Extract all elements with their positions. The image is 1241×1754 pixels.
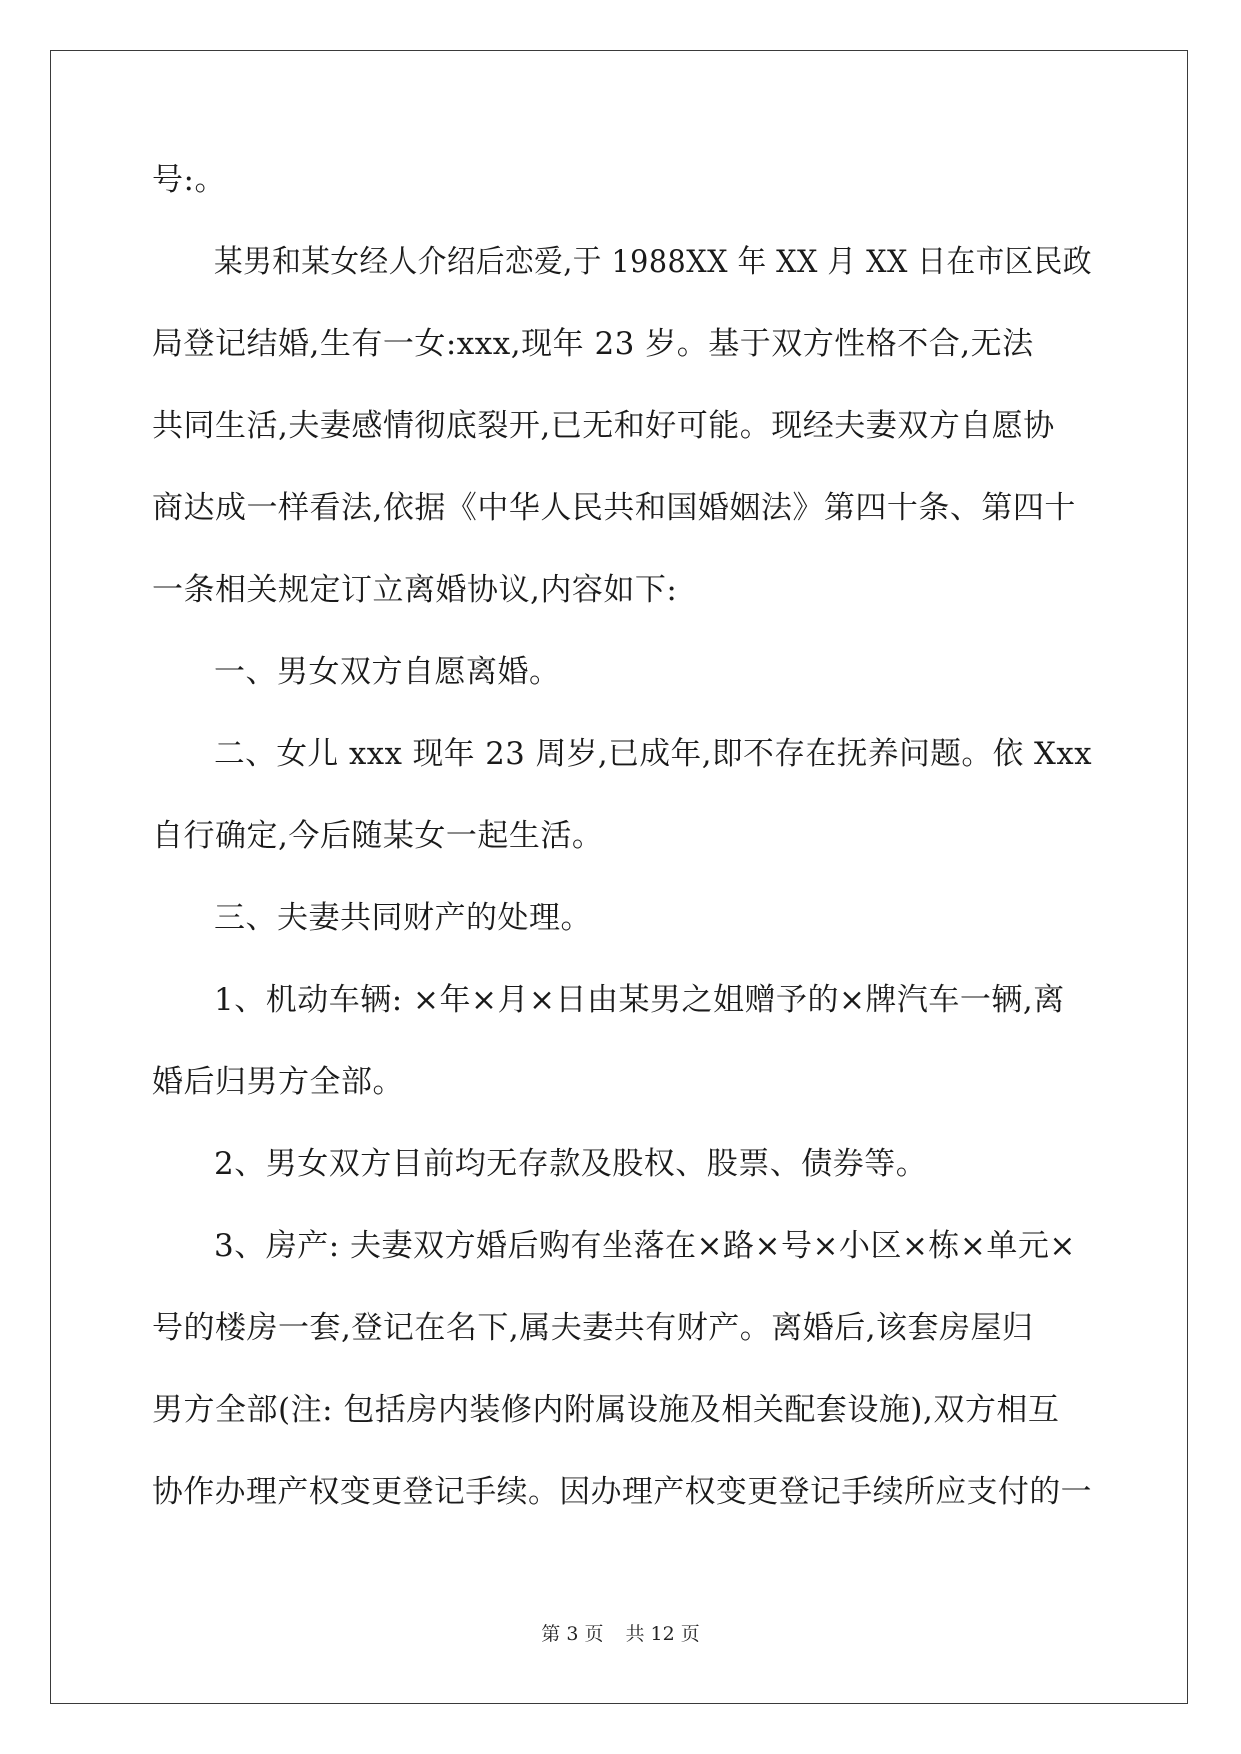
text-line: 三、夫妻共同财产的处理。 <box>214 900 592 936</box>
text-line: 自行确定,今后随某女一起生活。 <box>152 818 604 854</box>
page-footer <box>0 1622 1241 1646</box>
page-total: 共 12 页 <box>625 1623 700 1645</box>
text-line: 局登记结婚,生有一女:xxx,现年 23 岁。基于双方性格不合,无法 <box>152 326 1034 362</box>
text-line: 某男和某女经人介绍后恋爱,于 1988XX 年 XX 月 XX 日在市区民政 <box>214 244 1092 280</box>
text-line: 商达成一样看法,依据《中华人民共和国婚姻法》第四十条、第四十 <box>152 490 1076 526</box>
text-line: 二、女儿 xxx 现年 23 周岁,已成年,即不存在抚养问题。依 Xxx <box>214 736 1092 772</box>
text-line: 一条相关规定订立离婚协议,内容如下: <box>152 572 678 608</box>
text-line: 一、男女双方自愿离婚。 <box>214 654 561 690</box>
text-line: 1、机动车辆: ×年×月×日由某男之姐赠予的×牌汽车一辆,离 <box>214 982 1065 1018</box>
text-line: 号:。 <box>152 162 226 198</box>
text-line: 号的楼房一套,登记在名下,属夫妻共有财产。离婚后,该套房屋归 <box>152 1310 1034 1346</box>
text-line: 2、男女双方目前均无存款及股权、股票、债券等。 <box>214 1146 928 1182</box>
text-line: 3、房产: 夫妻双方婚后购有坐落在×路×号×小区×栋×单元× <box>214 1228 1076 1264</box>
text-line: 共同生活,夫妻感情彻底裂开,已无和好可能。现经夫妻双方自愿协 <box>152 408 1055 444</box>
document-body <box>152 160 1092 1554</box>
text-line: 男方全部(注: 包括房内装修内附属设施及相关配套设施),双方相互 <box>152 1392 1060 1428</box>
text-line: 协作办理产权变更登记手续。因办理产权变更登记手续所应支付的一 <box>152 1474 1092 1510</box>
page-number: 第 3 页 <box>541 1623 604 1645</box>
text-line: 婚后归男方全部。 <box>152 1064 404 1100</box>
